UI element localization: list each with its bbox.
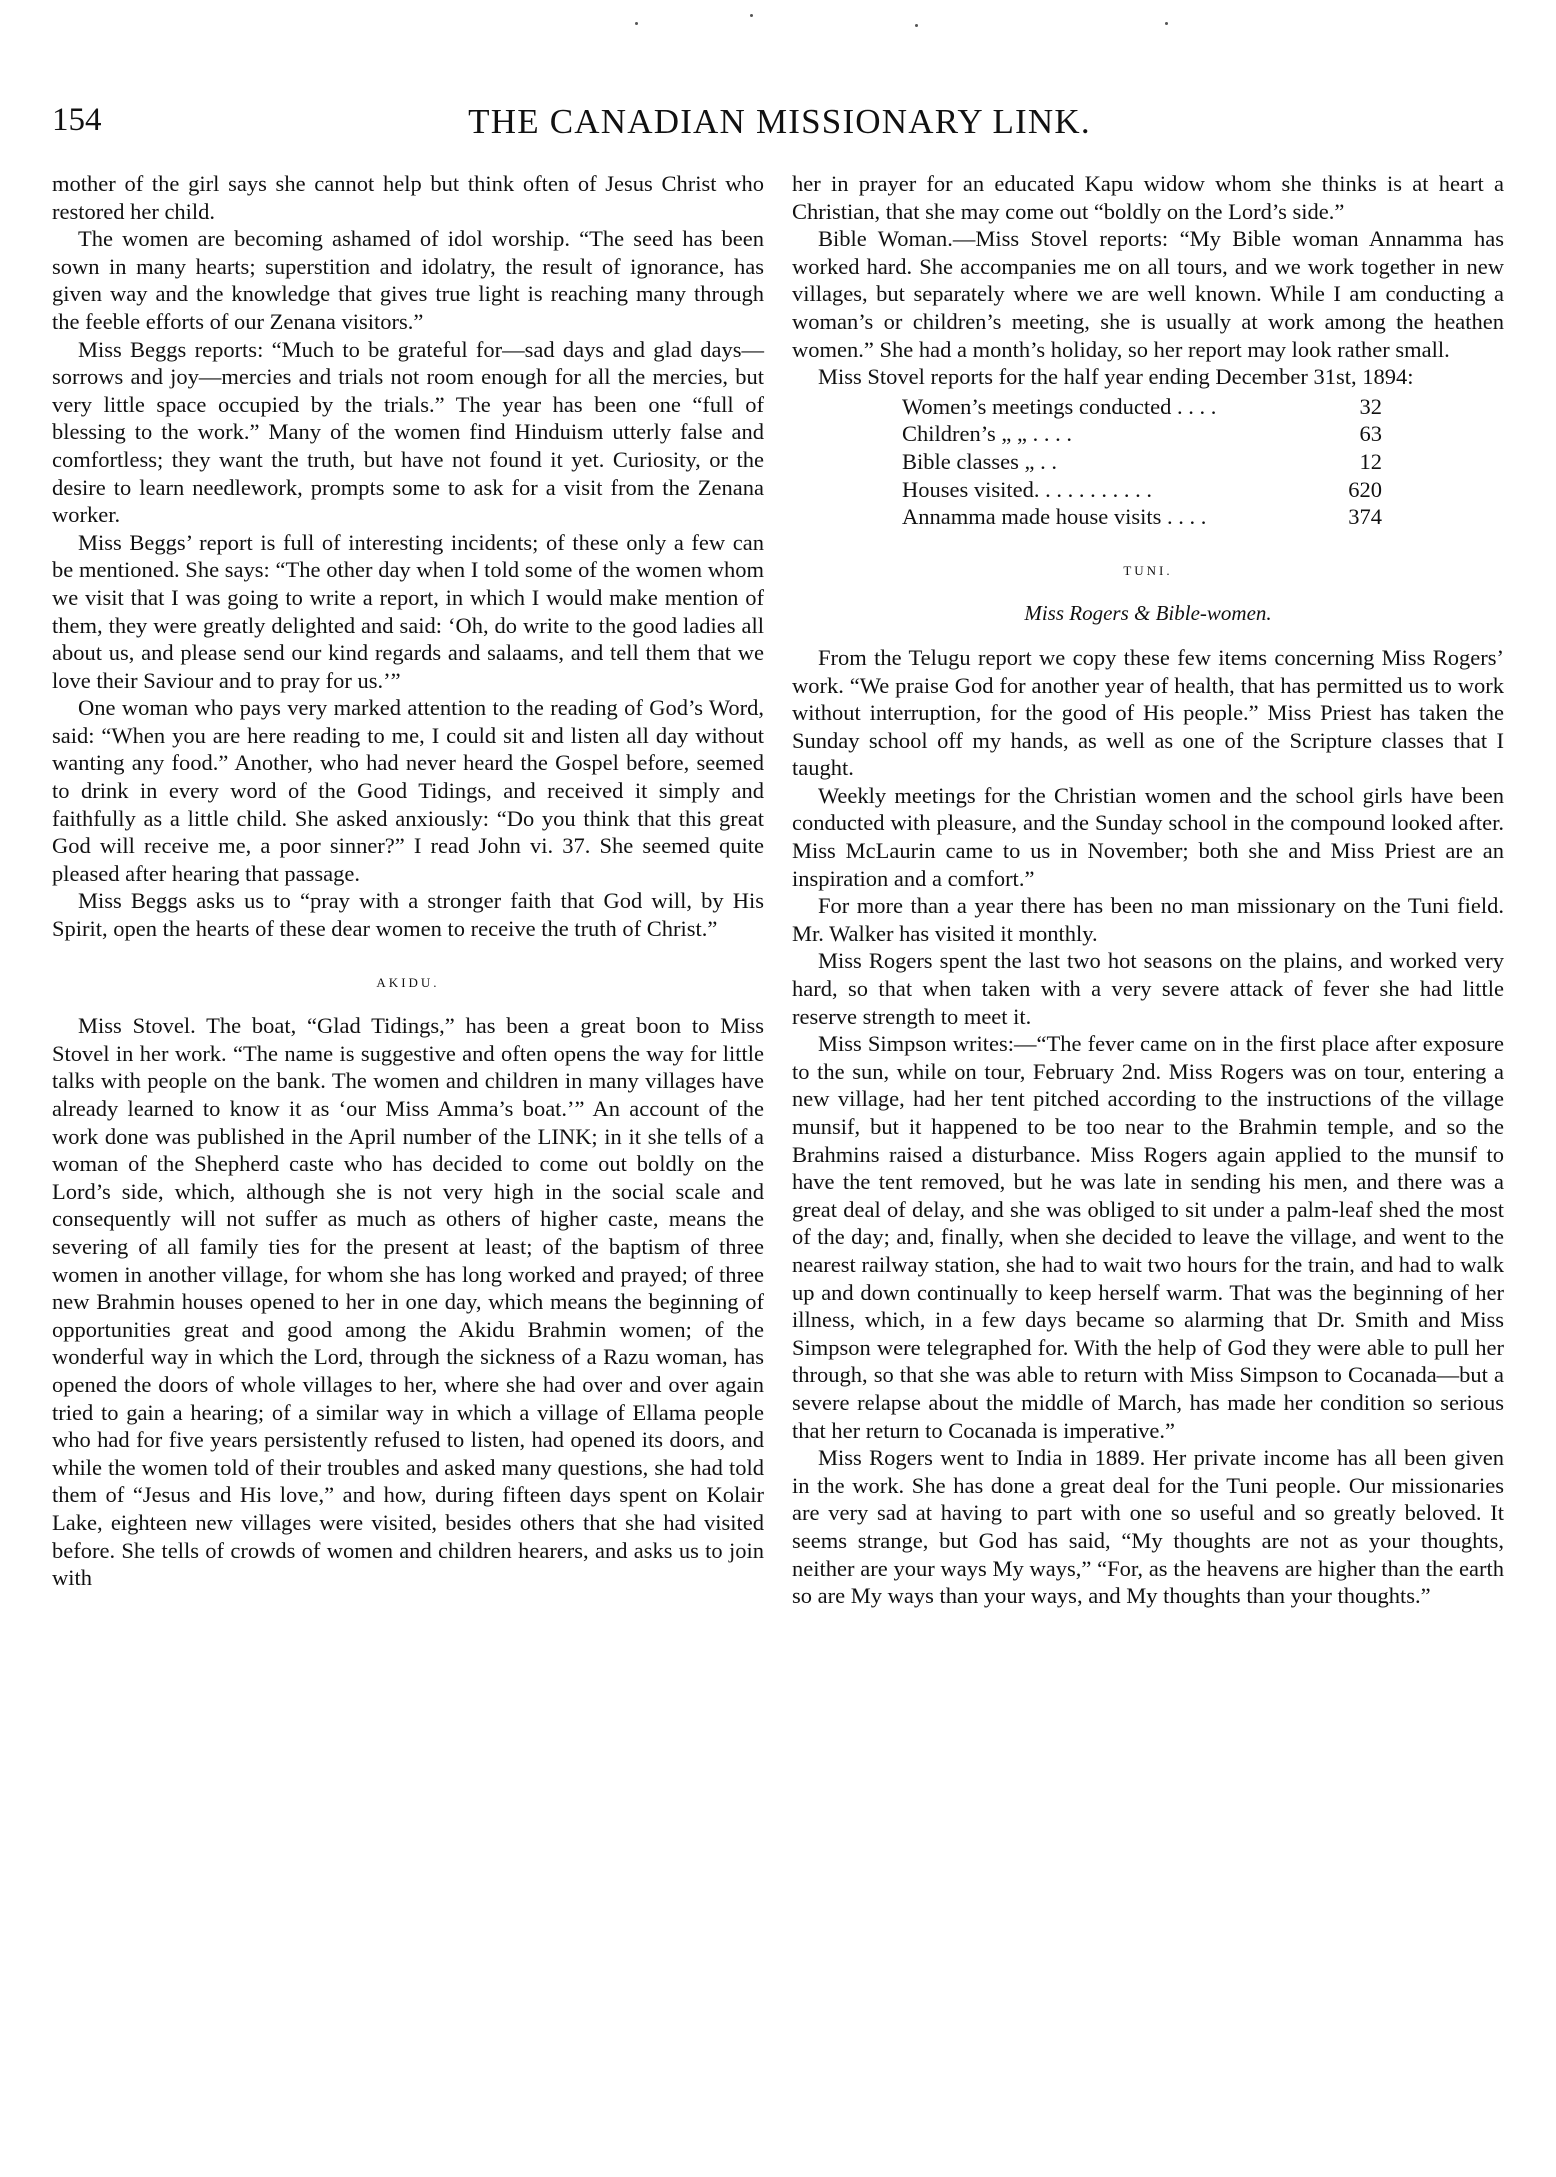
paragraph: Miss Rogers spent the last two hot seasons on the plains, and worked very hard, so that when taken with a very severe attack of fever she had little reserve strength to meet it. <box>792 948 1504 1029</box>
paragraph: Miss Stovel. The boat, “Glad Tidings,” has been a great boon to Miss Stovel in her work. “The name is suggestive and often opens the way for little talks with people on the bank. The women and children in many villages have already learned to know it as ‘our Miss Amma’s boat.’” An account of the work done was published in the April number of the LINK; in it she tells of a woman of the Shepherd caste who has decided to come out boldly on the Lord’s side, which, although she is not very high in the social scale and consequently will not suffer as much as others of higher caste, means the severing of all family ties for the present at least; of the baptism of three women in another village, for whom she has long worked and prayed; of three new Brahmin houses opened to her in one day, which means the beginning of opportunities great and good among the Akidu Brahmin women; of the wonderful way in which the Lord, through the sickness of a Razu woman, has opened the doors of whole villages to her, where she had over and over again tried to gain a hearing; of a similar way in which a village of Ellama people who had for five years persistently refused to listen, had opened its doors, and while the women told of their troubles and asked many questions, she had told them of “Jesus and His love,” and how, during fifteen days spent on Kolair Lake, eighteen new villages were visited, besides others that she had visited before. She tells of crowds of women and children hearers, and asks us to join with <box>52 1013 764 1591</box>
speck-mark <box>1165 22 1168 25</box>
paragraph: Weekly meetings for the Christian women and the school girls have been conducted with pleasure, and the Sunday school in the compound looked after. Miss McLaurin came to us in November; both she and Miss Priest are an inspiration and a comfort.” <box>792 782 1504 891</box>
stat-value: 620 <box>1348 476 1382 502</box>
paragraph: mother of the girl says she cannot help but think often of Jesus Christ who restored her child. <box>52 171 764 224</box>
paragraph: Bible Woman.—Miss Stovel reports: “My Bible woman Annamma has worked hard. She accompanies me on all tours, and we work together in new villages, but separately where we are well known. While I am conducting a woman’s or children’s meeting, she is usually at work among the heathen women.” She had a month’s holiday, so her report may look rather small. <box>792 226 1504 362</box>
stat-label: Annamma made house visits . . . . <box>902 504 1207 530</box>
left-column <box>52 170 764 1592</box>
journal-title: THE CANADIAN MISSIONARY LINK. <box>468 102 1091 141</box>
paragraph: The women are becoming ashamed of idol worship. “The seed has been sown in many hearts; superstition and idolatry, the result of ignorance, has given way and the knowledge that gives true light is reaching many through the feeble efforts of our Zenana visitors.” <box>52 226 764 334</box>
section-heading-akidu: AKIDU. <box>376 974 440 990</box>
paragraph: Miss Rogers went to India in 1889. Her private income has all been given in the work. She has done a great deal for the Tuni people. Our missionaries are very sad at having to part with one so useful and so greatly beloved. It seems strange, but God has said, “My thoughts are not as your thoughts, neither are your ways My ways,” “For, as the heavens are higher than the earth so are My ways than your ways, and My thoughts than your thoughts.” <box>792 1445 1504 1609</box>
paragraph: Miss Beggs asks us to “pray with a stronger faith that God will, by His Spirit, open the hearts of these dear women to receive the truth of Christ.” <box>52 888 764 942</box>
speck-mark <box>915 24 918 27</box>
table-row <box>902 393 1382 421</box>
stat-label: Women’s meetings conducted . . . . <box>902 393 1217 419</box>
table-row <box>902 448 1382 476</box>
speck-mark <box>635 22 638 25</box>
stat-value: 374 <box>1348 504 1382 530</box>
stat-label: Houses visited. . . . . . . . . . . <box>902 476 1152 502</box>
page-header <box>52 104 1507 160</box>
page-number: 154 <box>52 102 102 138</box>
paragraph: Miss Stovel reports for the half year ending December 31st, 1894: <box>818 364 1414 390</box>
stat-value: 32 <box>1359 393 1382 419</box>
section-subheading: Miss Rogers & Bible-women. <box>1024 601 1272 626</box>
paragraph: Miss Beggs’ report is full of interesting incidents; of these only a few can be mentioned. She says: “The other day when I told some of the women whom we visit that I was going to write a report, in which I would make mention of them, they were greatly delighted and said: ‘Oh, do write to the good ladies all about us, and please send our kind regards and salaams, and tell them that we love their Saviour and to pray for us.’” <box>52 529 764 693</box>
section-heading-tuni: TUNI. <box>1123 562 1173 578</box>
stat-label: Children’s „ „ . . . . <box>902 421 1072 447</box>
paragraph: One woman who pays very marked attention to the reading of God’s Word, said: “When you are here reading to me, I could sit and listen all day without wanting any food.” Another, who had never heard the Gospel before, seemed to drink in every word of the Good Tidings, and received it simply and faithfully as a little child. She asked anxiously: “Do you think that this great God will receive me, a poor sinner?” I read John vi. 37. She seemed quite pleased after hearing that passage. <box>52 695 764 886</box>
speck-mark <box>750 14 753 17</box>
paragraph: For more than a year there has been no man missionary on the Tuni field. Mr. Walker has visited it monthly. <box>792 893 1504 946</box>
paragraph: her in prayer for an educated Kapu widow whom she thinks is at heart a Christian, that she may come out “boldly on the Lord’s side.” <box>792 171 1504 224</box>
table-row <box>902 476 1382 504</box>
statistics-table <box>902 393 1382 531</box>
stat-label: Bible classes „ . . <box>902 448 1057 474</box>
scan-specks <box>600 20 1200 40</box>
paragraph: Miss Simpson writes:—“The fever came on in the first place after exposure to the sun, while on tour, February 2nd. Miss Rogers was on tour, entering a new village, had her tent pitched according to the instructions of the village munsif, but it happened to be too near to the Brahmin temple, and so the Brahmins raised a disturbance. Miss Rogers again applied to the munsif to have the tent removed, but he was late in sending his men, and there was a great deal of delay, and she was obliged to sit under a palm-leaf shed the most of the day; and, finally, when she decided to leave the village, and went to the nearest railway station, she had to wait two hours for the train, and had to walk up and down continually to keep herself warm. That was the beginning of her illness, which, in a few days became so alarming that Dr. Smith and Miss Simpson were telegraphed for. With the help of God they were able to pull her through, so that she was able to return with Miss Simpson to Cocanada—but a severe relapse about the middle of March, has made her condition so serious that her return to Cocanada is imperative.” <box>792 1031 1504 1443</box>
table-row <box>902 503 1382 531</box>
paragraph: From the Telugu report we copy these few items concerning Miss Rogers’ work. “We praise God for another year of health, that has permitted us to work without interruption, for the good of His people.” Miss Priest has taken the Sunday school off my hands, as well as one of the Scripture classes that I taught. <box>792 644 1504 781</box>
stat-value: 63 <box>1359 421 1382 447</box>
stat-value: 12 <box>1359 448 1382 474</box>
table-row <box>902 420 1382 448</box>
paragraph: Miss Beggs reports: “Much to be grateful for—sad days and glad days—sorrows and joy—mercies and trials not room enough for all the mercies, but very little space occupied by the trials.” The year has been one “full of blessing to the work.” Many of the women find Hinduism utterly false and comfortless; they want the truth, but have not found it yet. Curiosity, or the desire to learn needlework, prompts some to ask for a visit from the Zenana worker. <box>52 336 764 528</box>
right-column <box>792 170 1504 1610</box>
